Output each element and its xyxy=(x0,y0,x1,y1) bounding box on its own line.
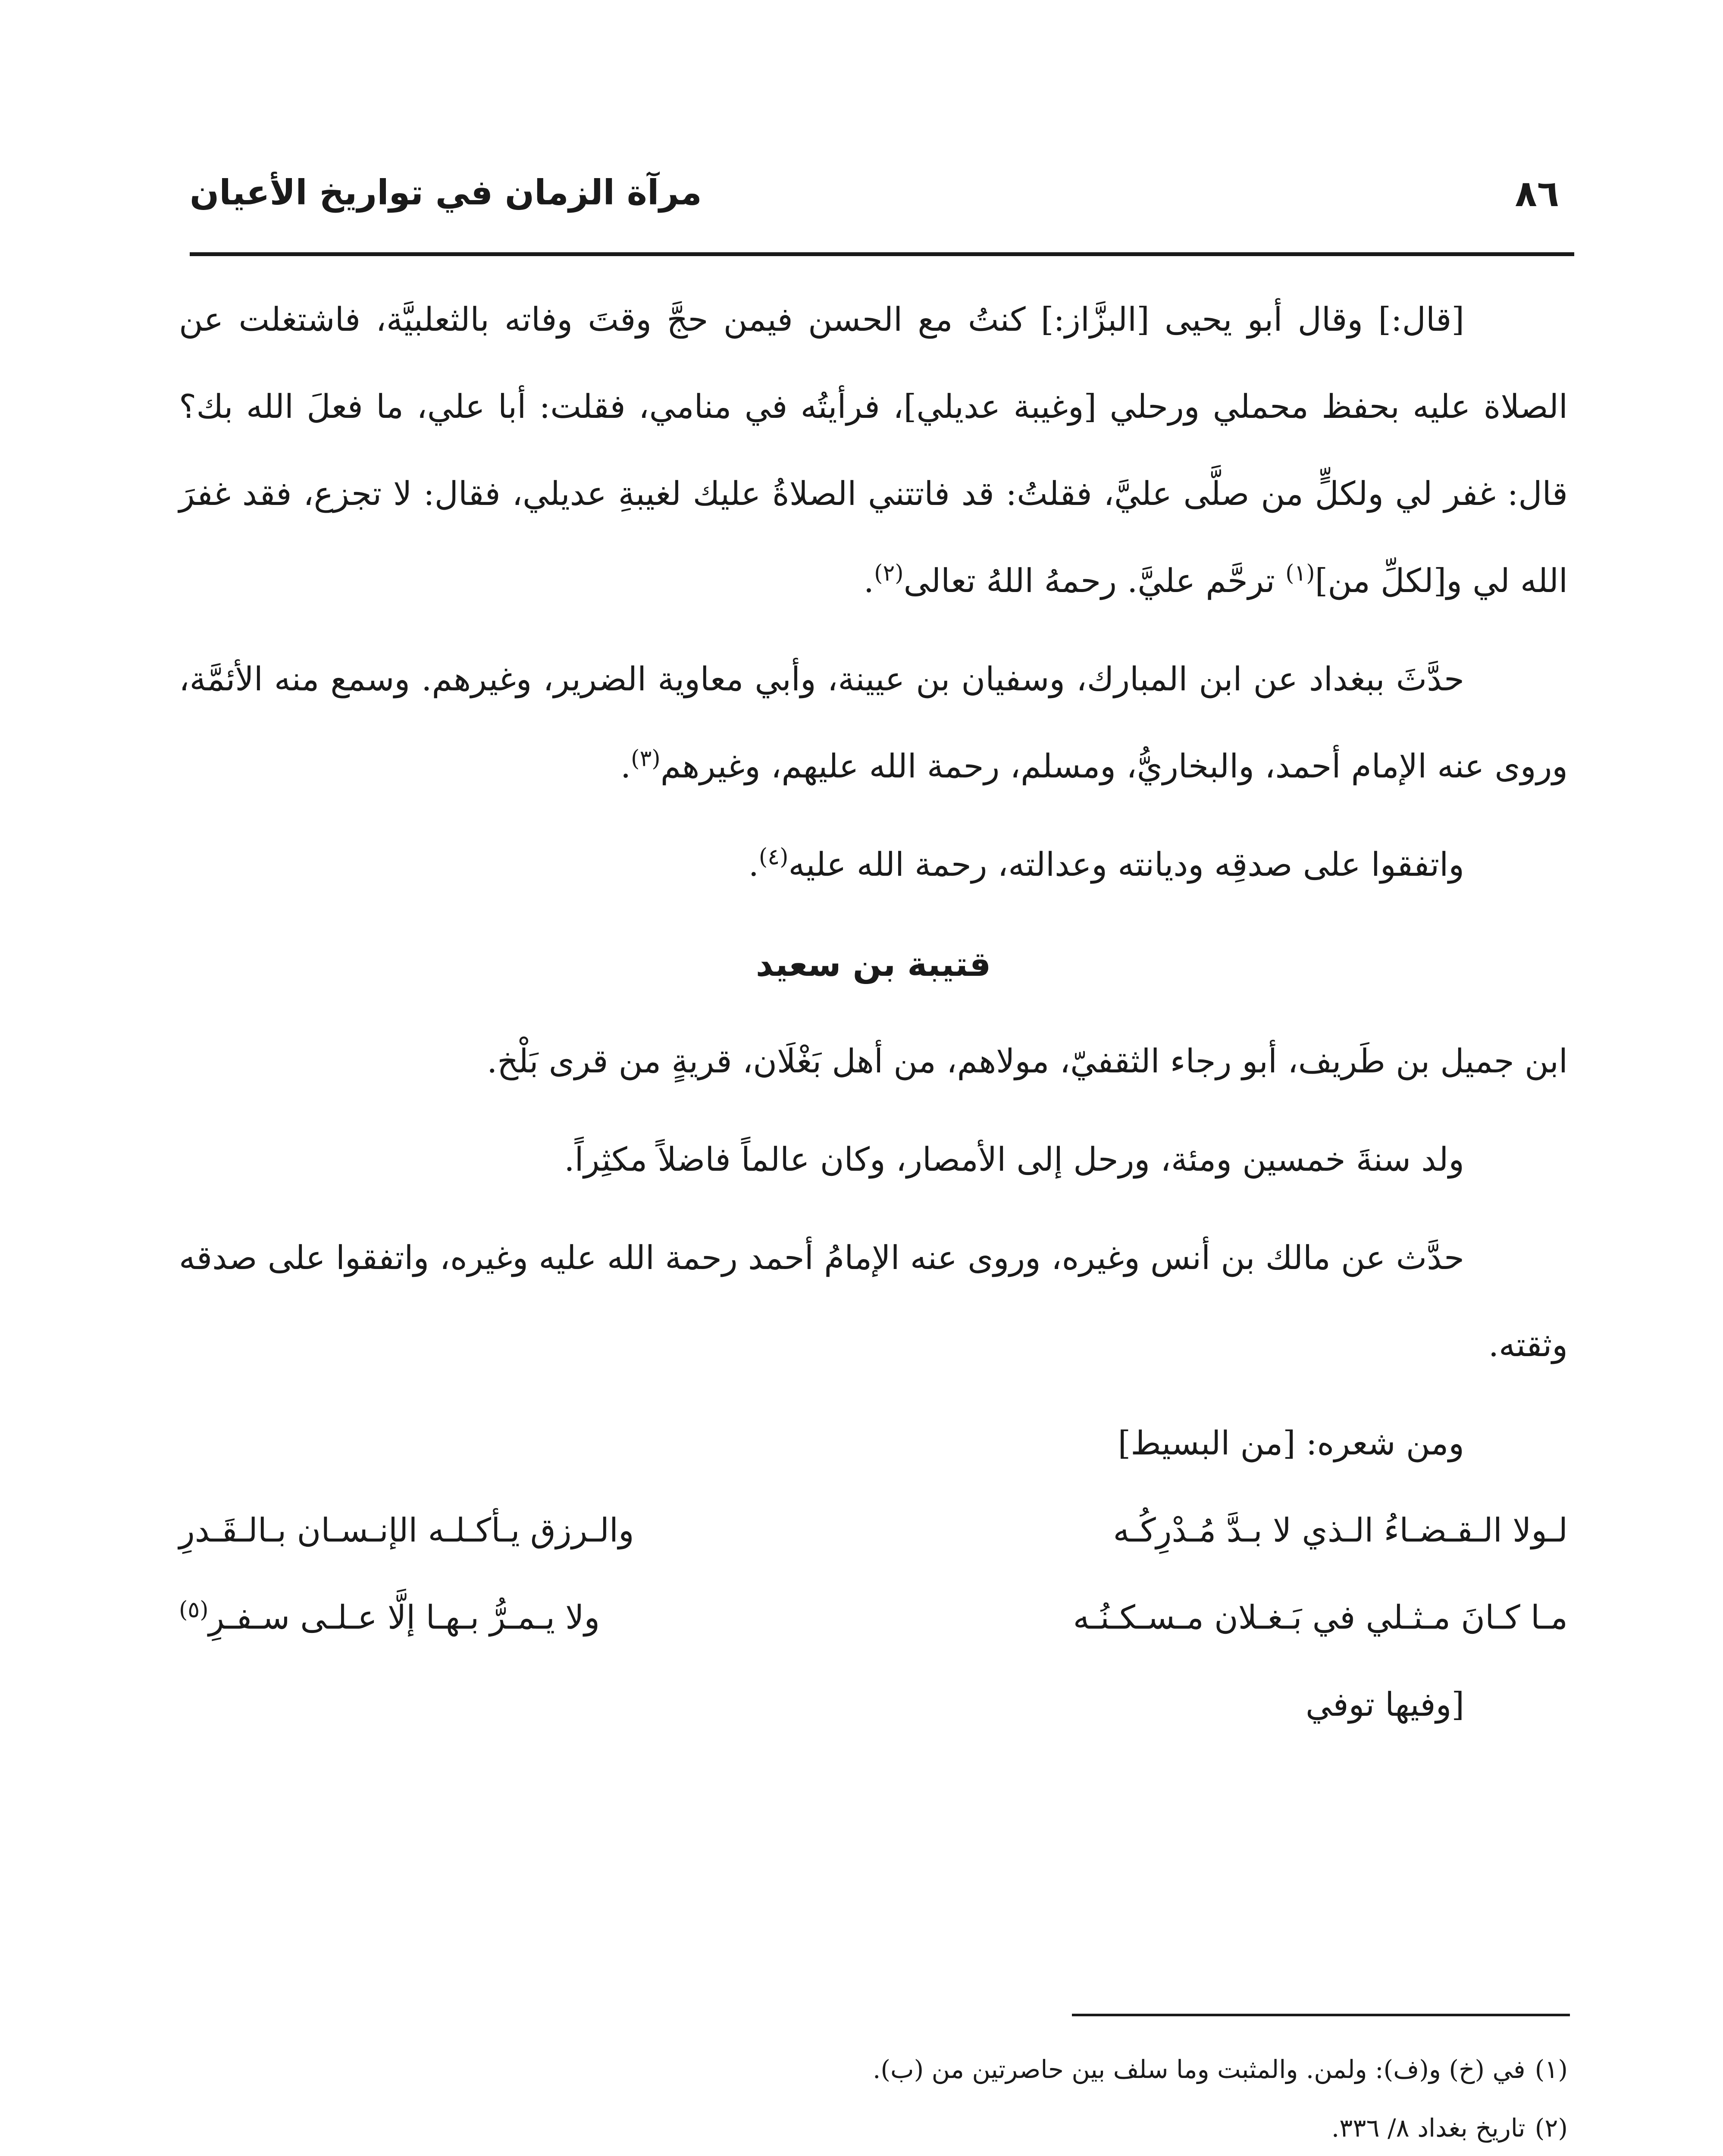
footnotes xyxy=(179,2044,1568,2156)
paragraph: ابن جميل بن طَريف، أبو رجاء الثقفيّ، مولاهم، من أهل بَغْلَان، قريةٍ من قرى بَلْخ. xyxy=(487,1042,1568,1080)
verse-second-hemistich: والـرزق يـأكـلـه الإنـسـان بـالـقَـدرِ xyxy=(179,1511,634,1549)
footnote-ref: (٢) xyxy=(874,560,904,586)
footnote: (٢)تاريخ بغداد ٨/ ٣٣٦. xyxy=(1331,2113,1568,2143)
footnote-ref: (١) xyxy=(1285,560,1315,586)
section-title: قتيبة بن سعيد xyxy=(755,945,991,984)
page-number: ٨٦ xyxy=(1515,172,1559,215)
paragraph: [وفيها توفي xyxy=(1305,1685,1464,1724)
header-rule xyxy=(190,252,1574,256)
main-text xyxy=(179,276,1568,1748)
footnote-rule xyxy=(1072,2014,1570,2016)
book-title: مرآة الزمان في تواريخ الأعيان xyxy=(190,172,702,213)
footnote-ref: (٣) xyxy=(631,746,661,772)
poem-verse xyxy=(179,1574,1568,1661)
poem-verse xyxy=(179,1487,1568,1574)
verse-first-hemistich: مـا كـانَ مـثـلي في بَـغـلان مـسـكـنُـه xyxy=(1073,1598,1568,1636)
verse-second-hemistich: ولا يـمـرُّ بـهـا إلَّا عـلـى سـفـرِ$^{(٥)}$ xyxy=(179,1597,600,1636)
running-header xyxy=(190,168,1568,233)
footnote-ref: (٤) xyxy=(758,844,789,870)
verse-first-hemistich: لـولا الـقـضـاءُ الـذي لا بـدَّ مُـدْرِكُـه xyxy=(1113,1511,1568,1549)
paragraph: ومن شعره: [من البسيط] xyxy=(1118,1424,1464,1462)
footnote: (١)في (خ) و(ف): ولمن. والمثبت وما سلف بين حاصرتين من (ب). xyxy=(872,2055,1568,2084)
paragraph: [قال:] وقال أبو يحيى [البزَّاز:] كنتُ مع الحسن فيمن حجَّ وقتَ وفاته بالثعلبيَّة، فاشتغلت عن الصلاة عليه بحفظ محملي ورحلي [وغيبة عديلي]، فرأيتُه في منامي، فقلت: أبا علي، ما فعلَ الله بك؟ قال: غفر لي ولكلٍّ من صلَّى عليَّ، فقلتُ: قد فاتتني الصلاةُ عليك لغيبةِ عديلي، فقال: لا تجزع، فقد غفرَ الله لي و[لكلِّ من]$^{(١)}$ ترحَّم عليَّ. رحمهُ اللهُ تعالى$^{(٢)}$. xyxy=(179,300,1568,600)
paragraph: حدَّثَ ببغداد عن ابن المبارك، وسفيان بن عيينة، وأبي معاوية الضرير، وغيرهم. وسمع منه الأئمَّة، وروى عنه الإمام أحمد، والبخاريُّ، ومسلم، رحمة الله عليهم، وغيرهم$^{(٣)}$. xyxy=(179,660,1568,785)
paragraph: حدَّث عن مالك بن أنس وغيره، وروى عنه الإمامُ أحمد رحمة الله عليه وغيره، واتفقوا على صدقه وثقته. xyxy=(179,1238,1568,1364)
paragraph: واتفقوا على صدقِه وديانته وعدالته، رحمة الله عليه$^{(٤)}$. xyxy=(748,844,1464,884)
paragraph: ولد سنةَ خمسين ومئة، ورحل إلى الأمصار، وكان عالماً فاضلاً مكثِراً. xyxy=(564,1140,1464,1178)
footnote-ref: (٥) xyxy=(179,1597,209,1623)
